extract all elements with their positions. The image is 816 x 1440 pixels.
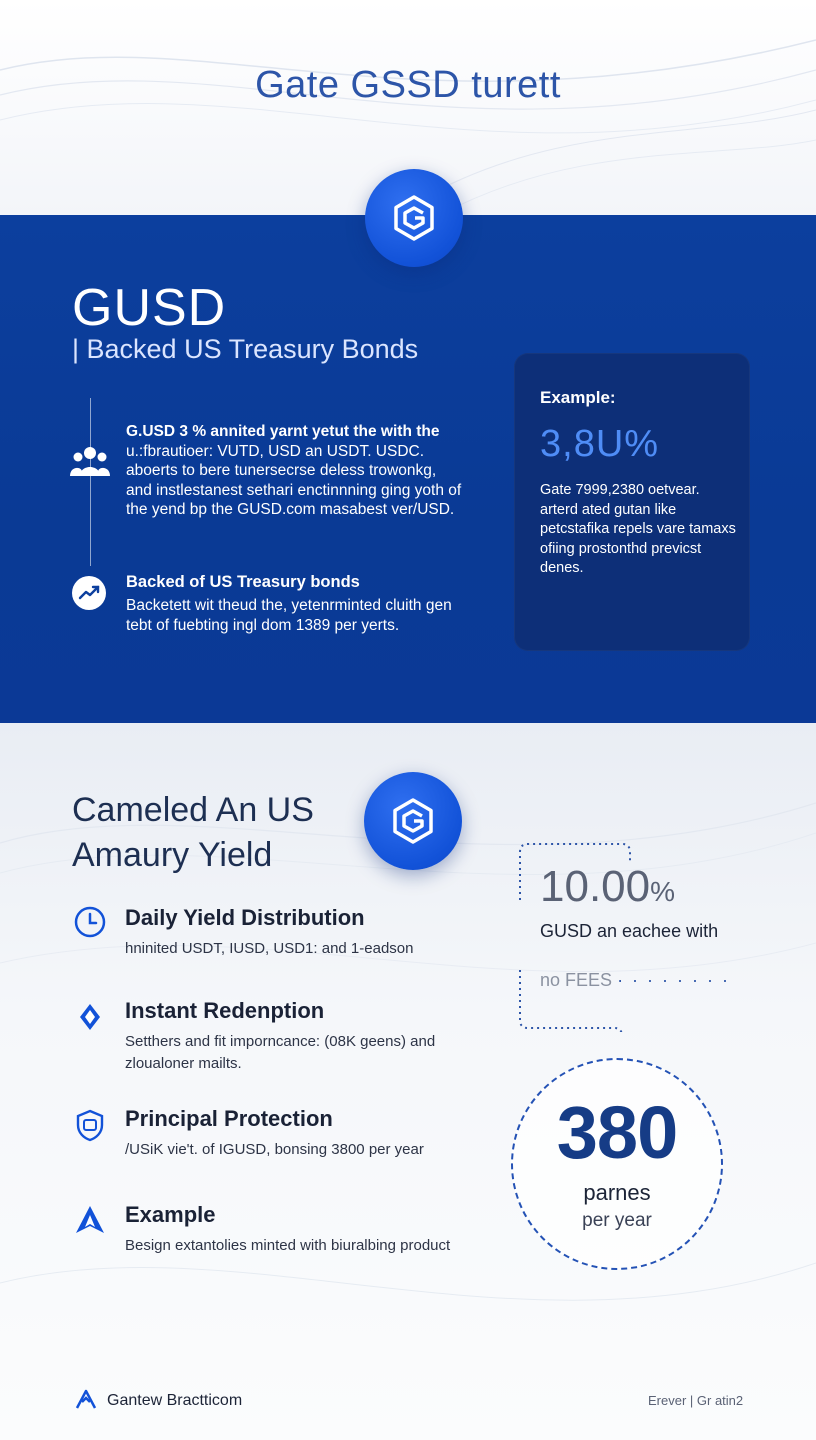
feature-title-daily-yield: Daily Yield Distribution: [125, 905, 365, 930]
footer-meta: Erever | Gr atin2: [648, 1393, 744, 1408]
fee-stat-label: GUSD an eachee with: [540, 921, 719, 941]
page-title: Gate GSSD turett: [255, 64, 561, 106]
fee-stat-sub: [540, 970, 730, 991]
feature-desc-instant-redemption: Setthers and fit imporncance: (08K geens) and zloualoner mailts.: [125, 1033, 436, 1072]
dotted-connector: · · · · · · · ·: [617, 970, 731, 990]
intro-body: u.:fbrautioer: VUTD, USD an USDT. USDC. aboerts to bere tunersecrse deless trowonkg, and instlestanest sethari enctinnning ging yoth of the yend bp the GUSD.com masabest ver/USD.: [126, 442, 462, 518]
gusd-heading: GUSD: [72, 279, 227, 337]
section-title: Cameled An US Amaury Yield: [72, 791, 314, 874]
intro-lead: G.USD 3 % annited yarnt yetut the with the: [126, 423, 440, 440]
feature-title-principal-protection: Principal Protection: [125, 1106, 333, 1131]
gate-logo-badge: [365, 169, 463, 267]
yield-circle-label: parnes: [583, 1180, 651, 1205]
gate-logo-icon: [386, 794, 440, 848]
gusd-subheading: | Backed US Treasury Bonds: [72, 334, 419, 364]
backed-bonds-text: Backetett wit theud the, yetenrminted cluith gen tebt of fuebting ingl dom 1389 per yerts.: [126, 597, 452, 634]
feature-title-instant-redemption: Instant Redenption: [125, 998, 325, 1023]
footer-brand[interactable]: Gantew Bractticom: [107, 1392, 243, 1409]
example-value: 3,8U%: [540, 423, 660, 465]
trend-icon-badge: [72, 576, 106, 610]
gate-logo-badge-secondary: [364, 772, 462, 870]
example-text: Gate 7999,2380 oetvear. arterd ated gutan like petcstafika repels vare tamaxs ofiing prostonthd previcst denes.: [540, 482, 736, 576]
shield-icon: [73, 1108, 107, 1142]
clock-icon: [73, 905, 107, 939]
feature-desc-daily-yield: hninited USDT, IUSD, USD1: and 1-eadson: [125, 940, 414, 957]
yield-circle-value: 380: [556, 1091, 678, 1174]
fee-stat-unit: %: [650, 876, 676, 907]
fee-stat-value: [540, 862, 675, 912]
footer-logo-icon: [74, 1388, 98, 1412]
diamond-icon: [73, 1000, 107, 1034]
yield-circle-sub: per year: [582, 1210, 652, 1231]
users-icon: [70, 444, 110, 480]
gate-logo-icon: [387, 191, 441, 245]
fee-stat-number: 10.00: [540, 862, 651, 911]
trend-up-icon: [78, 582, 100, 604]
intro-paragraph: [126, 422, 466, 520]
timeline-divider: [90, 398, 91, 566]
fee-stat-sub-text: no FEES: [540, 970, 613, 990]
feature-desc-example: Besign extantolies minted with biuralbing product: [125, 1237, 451, 1254]
feature-desc-principal-protection: /USiK vie't. of IGUSD, bonsing 3800 per year: [125, 1141, 424, 1158]
backed-bonds-title: Backed of US Treasury bonds: [126, 573, 360, 591]
feature-title-example: Example: [125, 1202, 216, 1227]
example-label: Example:: [540, 388, 616, 407]
example-card: [514, 353, 750, 651]
triangle-icon: [73, 1203, 107, 1237]
